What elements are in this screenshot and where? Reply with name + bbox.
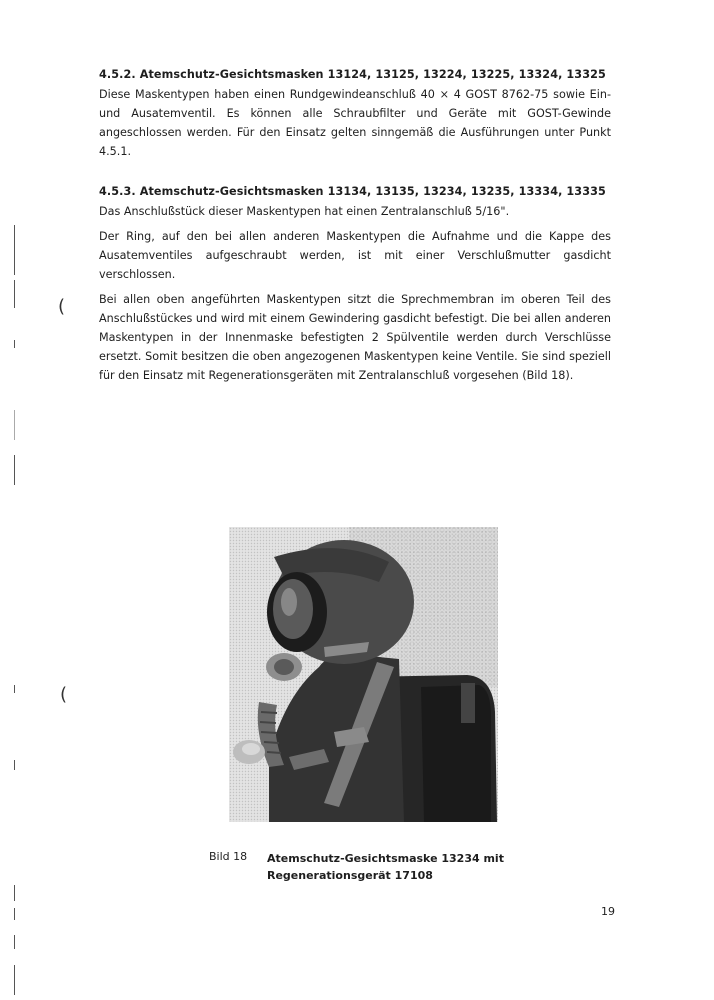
margin-mark [14, 965, 15, 995]
figure-photo [229, 527, 498, 822]
respirator-photo-illustration [229, 527, 498, 822]
margin-mark [14, 225, 15, 275]
figure-caption-line-2: Regenerationsgerät 17108 [267, 869, 433, 882]
paragraph-4-5-3-a: Das Anschlußstück dieser Maskentypen hat einen Zentralanschluß 5/16". [99, 205, 510, 218]
margin-mark [14, 760, 15, 770]
section-heading-4-5-2: 4.5.2. Atemschutz-Gesichtsmasken 13124, 13125, 13224, 13225, 13324, 13325 [99, 68, 606, 81]
margin-bracket-mark: ( [60, 684, 68, 705]
section-heading-4-5-3: 4.5.3. Atemschutz-Gesichtsmasken 13134, 13135, 13234, 13235, 13334, 13335 [99, 185, 606, 198]
paragraph-4-5-3-b: Der Ring, auf den bei allen anderen Maskentypen die Aufnahme und die Kappe des Ausatemventiles aufgeschraubt werden, ist mit einer Verschlußmutter gasdicht verschlossen. [99, 230, 611, 281]
paragraph-4-5-3-c: Bei allen oben angeführten Maskentypen sitzt die Sprechmembran im oberen Teil des Anschlußstückes und wird mit einem Gewindering gasdicht befestigt. Die bei allen anderen Maskentypen in der Innenmaske befestigten 2 Spülventile werden durch Verschlüsse ersetzt. Somit besitzen die oben angezogenen Maskentypen keine Ventile. Sie sind speziell für den Einsatz mit Regenerationsgeräten mit Zentralanschluß vorgesehen (Bild 18). [99, 293, 611, 382]
margin-mark [14, 885, 15, 901]
margin-mark [14, 685, 15, 693]
page-number: 19 [601, 905, 615, 918]
margin-mark [14, 280, 15, 308]
figure-caption-line-1: Atemschutz-Gesichtsmaske 13234 mit [267, 852, 504, 865]
margin-mark [14, 908, 15, 920]
margin-mark [14, 340, 15, 348]
margin-bracket-mark: ( [58, 296, 66, 317]
paragraph-4-5-2: Diese Maskentypen haben einen Rundgewindeanschluß 40 × 4 GOST 8762-75 sowie Ein- und Ausatemventil. Es können alle Schraubfilter und Geräte mit GOST-Gewinde angeschlossen werden. Für den Einsatz gelten sinngemäß die Ausführungen unter Punkt 4.5.1. [99, 88, 611, 158]
margin-mark [14, 410, 15, 440]
figure-caption-label: Bild 18 [209, 850, 248, 863]
figure-caption [267, 850, 504, 884]
margin-mark [14, 455, 15, 485]
margin-mark [14, 935, 15, 949]
